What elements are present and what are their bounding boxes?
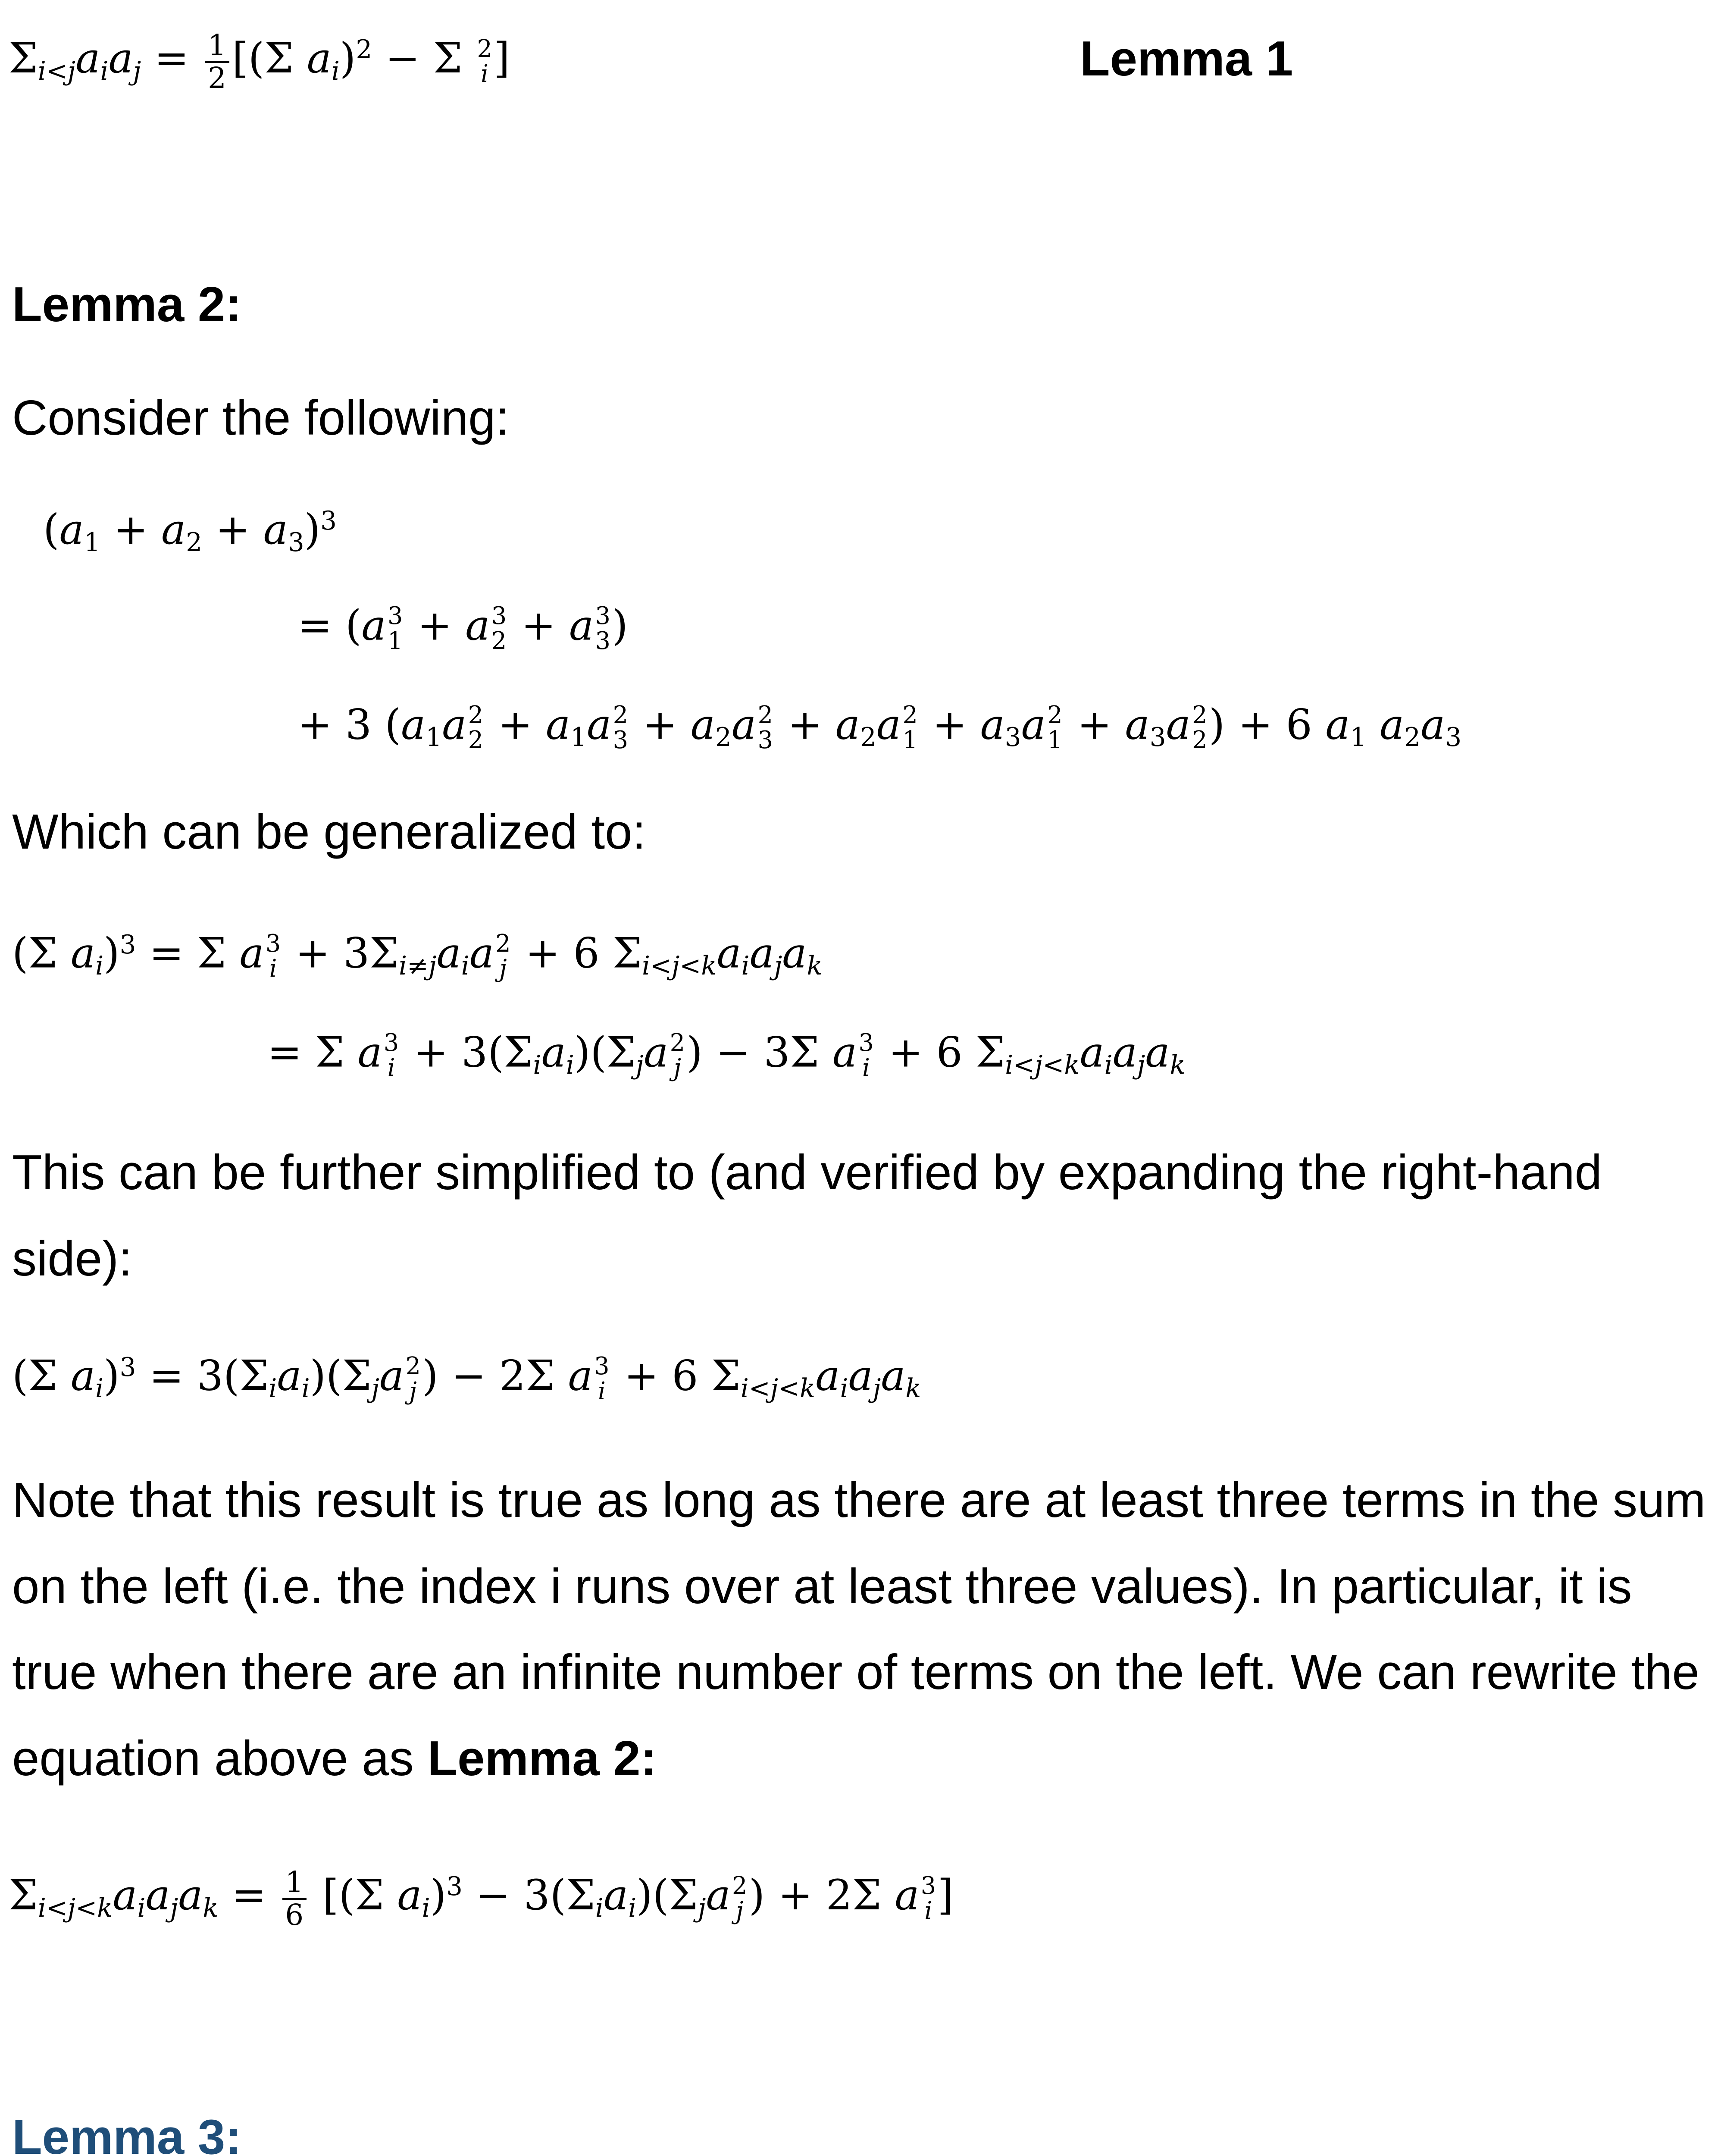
generalized-equation-line2: = Σ a 3 i + $3(\Sigma_ia_i)(\Sigma_ja$ 2 j ) − 3Σ a 3 i + 6 $\Sigma_{i<j<k}a_ia_ja_k$	[267, 1028, 1186, 1082]
cube-expansion-lhs: $(a_1 + a_2 + a_3)^3$	[43, 505, 337, 558]
lemma1-label: Lemma 1	[1080, 31, 1293, 86]
cube-expansion-line1: = (a 3 1 + a 3 2 + a 3 3 )	[297, 601, 628, 655]
lemma2-equation: $\Sigma_{i<j<k}a_ia_ja_k$ = $\frac{1}{6}$ [(Σ $a_i)^3 - 3(\Sigma_ia_i)(\Sigma_ja$ 2 j ) + 2Σ a 3 i ]	[9, 1865, 954, 1932]
cube-expansion-line2: + 3 ($a_1a$ 2 2 + $a_1a$ 2 3 + $a_2a$ 2 3 + $a_2a$ 2 1 + $a_3a$ 2 1 + $a_3a$ 2 2 ) + 6 $a_1$ $a_2a_3$	[297, 700, 1462, 755]
simplified-equation: (Σ $a_i)^3 = 3(\Sigma_ia_i)(\Sigma_ja$ 2 j ) − 2Σ a 3 i + 6 $\Sigma_{i<j<k}a_ia_ja_k$	[12, 1351, 921, 1406]
generalized-equation-line1: (Σ $a_i)^3 = \Sigma$ a 3 i + $3\Sigma_{i\ne j}a_ia$ 2 j + 6 $\Sigma_{i<j<k}a_ia_ja_k$	[12, 929, 823, 983]
lemma3-heading: Lemma 3:	[12, 2110, 242, 2156]
simplified-text: This can be further simplified to (and verified by expanding the right-hand side):	[12, 1145, 1602, 1286]
note-paragraph	[12, 1457, 1706, 1802]
fraction-one-half: $\frac{1}{2}$	[205, 30, 229, 93]
fraction-one-sixth: $\frac{1}{6}$	[282, 1867, 307, 1930]
lemma1-equation: $\Sigma_{i<j}a_ia_j$ = $\frac{1}{2}$ [(Σ $a_i)^2 - \Sigma$ 2 i ]	[9, 28, 510, 95]
note-bold-lemma2: Lemma 2:	[427, 1731, 657, 1786]
note-text: Note that this result is true as long as there are at least three terms in the sum on the left (i.e. the index i runs over at least three values). In particular, it is true when there are an infinite number of terms on the left. We can rewrite the equation above as	[12, 1473, 1706, 1786]
consider-text: Consider the following:	[12, 391, 510, 445]
generalized-text: Which can be generalized to:	[12, 805, 646, 859]
lemma2-heading: Lemma 2:	[12, 277, 242, 332]
